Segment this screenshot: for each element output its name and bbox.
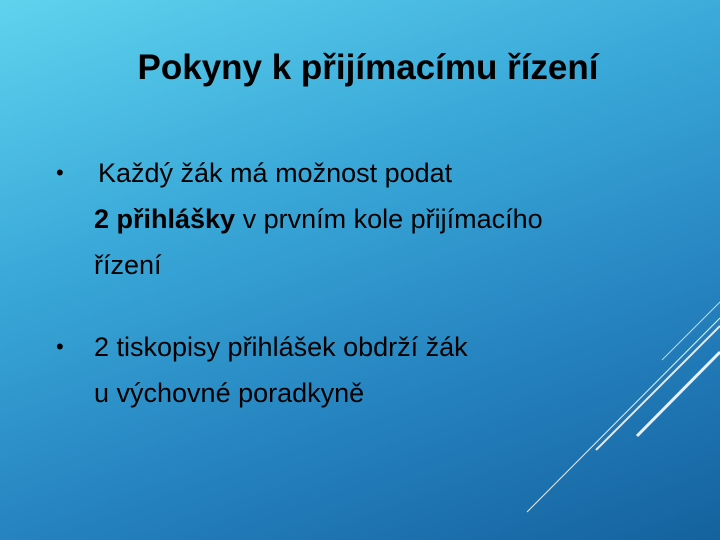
- bullet-line: u výchovné poradkyně: [94, 378, 365, 408]
- bullet-marker: •: [56, 334, 64, 359]
- bullet-item-2: [0, 324, 680, 416]
- bullet-text: [94, 324, 674, 416]
- bullet-line: 2 tiskopisy přihlášek obdrží žák: [94, 332, 468, 362]
- slide-title: Pokyny k přijímacímu řízení: [137, 48, 599, 87]
- bold-phrase: 2 přihlášky: [94, 204, 236, 234]
- bullet-marker: •: [56, 160, 64, 185]
- bullet-line-rest: v prvním kole přijímacího: [235, 204, 543, 234]
- bullet-line: řízení: [94, 250, 162, 280]
- bullet-text: [94, 150, 674, 288]
- bullet-item-1: [0, 150, 680, 290]
- bullet-line: [94, 196, 674, 242]
- bullet-line: Každý žák má možnost podat: [98, 158, 453, 188]
